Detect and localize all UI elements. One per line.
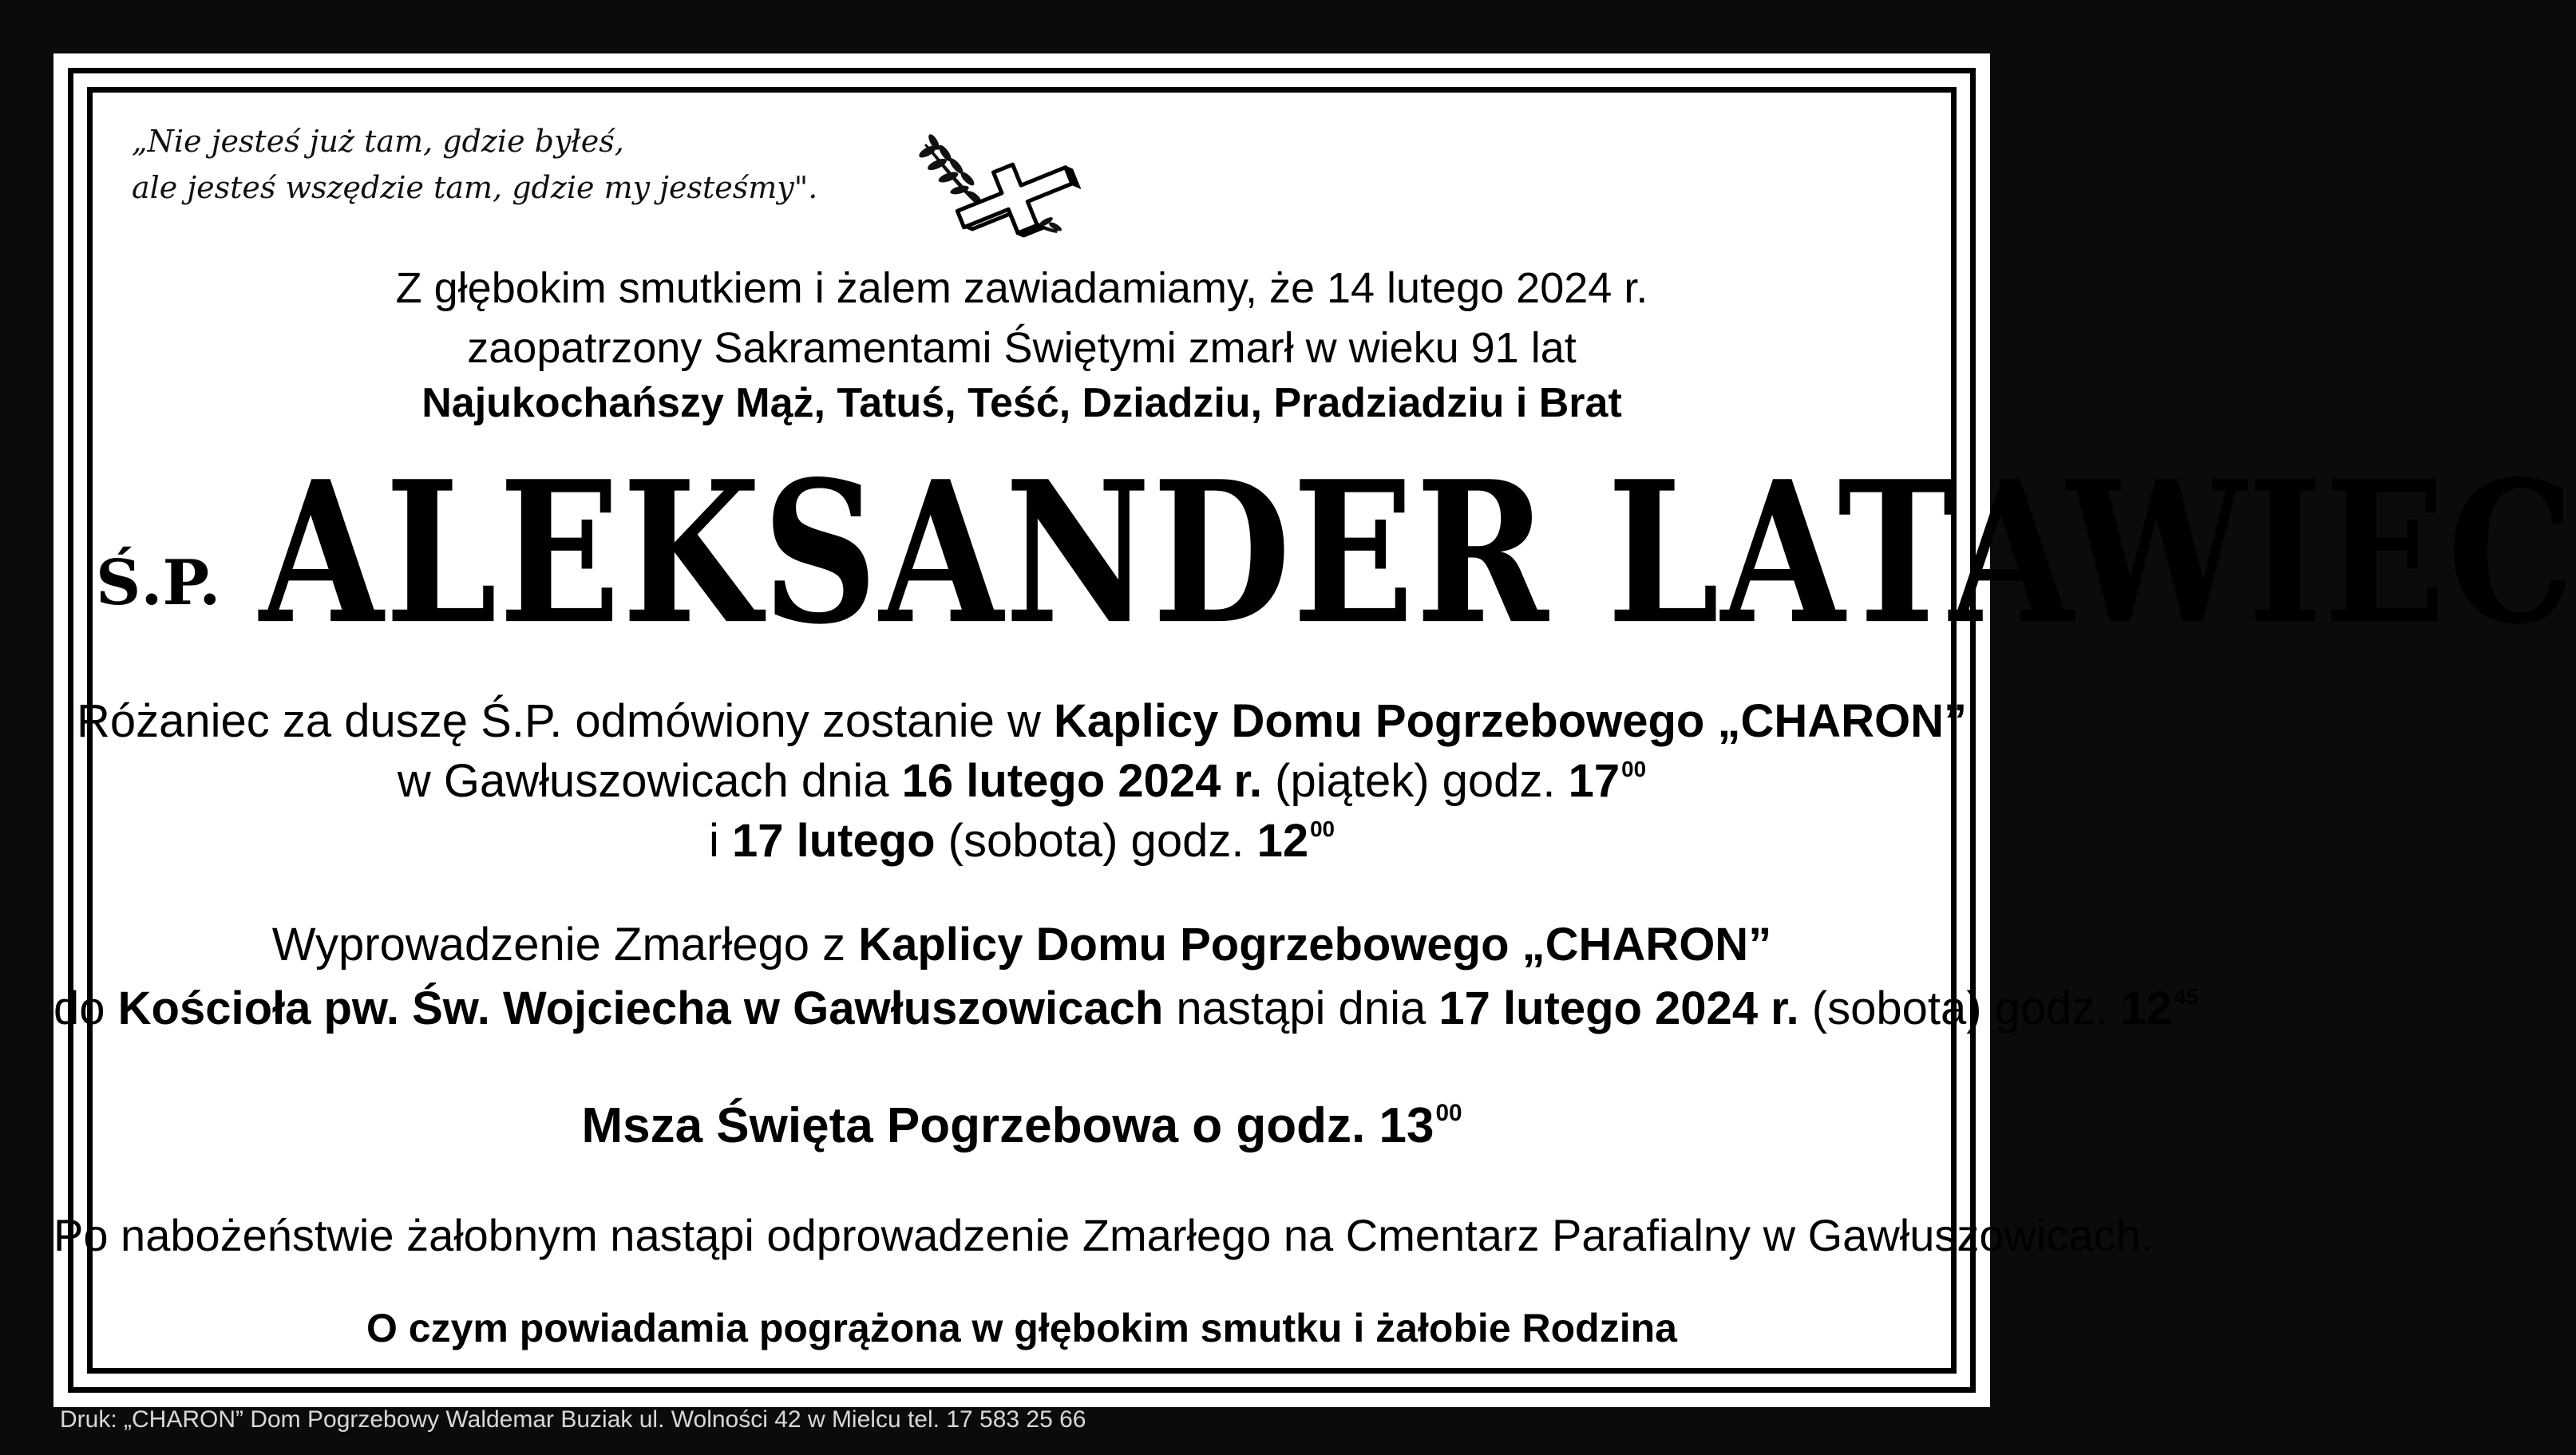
rosary-conj: i xyxy=(708,815,732,867)
procession-text: Wyprowadzenie Zmarłego z xyxy=(271,919,859,971)
rosary-date-1: 16 lutego 2024 r. xyxy=(901,755,1263,807)
rosary-day-1: (piątek) godz. xyxy=(1262,755,1569,807)
rosary-place: w Gawłuszowicach dnia xyxy=(397,755,902,807)
rosary-line-2 xyxy=(53,754,1990,808)
quote xyxy=(132,118,817,211)
rosary-day-2: (sobota) godz. xyxy=(935,815,1257,867)
rosary-hour-1: 17 xyxy=(1568,755,1620,807)
mass-line xyxy=(53,1097,1990,1154)
procession-date: 17 lutego 2024 r. xyxy=(1438,983,1799,1034)
procession-minutes: 45 xyxy=(2174,983,2199,1009)
name-prefix: Ś.P. xyxy=(96,547,221,619)
quote-line-1: „Nie jesteś już tam, gdzie byłeś, xyxy=(132,124,624,159)
mass-minutes: 00 xyxy=(1435,1100,1462,1127)
rosary-text: Różaniec za duszę Ś.P. odmówiony zostanie w xyxy=(76,695,1055,747)
deceased-name: ALEKSANDER LATAWIEC xyxy=(259,439,2576,668)
mass-text: Msza Święta Pogrzebowa o godz. xyxy=(581,1098,1379,1153)
rosary-date-2: 17 lutego xyxy=(731,815,936,867)
procession-hour: 12 xyxy=(2120,983,2173,1034)
rosary-minutes-2: 00 xyxy=(1310,816,1335,841)
printer-footer: Druk: „CHARON” Dom Pogrzebowy Waldemar Buziak ul. Wolności 42 w Mielcu tel. 17 583 25 66 xyxy=(60,1406,1086,1433)
procession-line-2 xyxy=(53,982,2199,1035)
intro-line-1: Z głębokim smutkiem i żalem zawiadamiamy, że 14 lutego 2024 r. xyxy=(395,264,1648,312)
procession-church: Kościoła pw. Św. Wojciecha w Gawłuszowicach xyxy=(117,983,1164,1034)
rosary-hour-2: 12 xyxy=(1256,815,1309,867)
family-signature: O czym powiadamia pogrążona w głębokim smutku i żałobie Rodzina xyxy=(366,1306,1677,1350)
rosary-minutes-1: 00 xyxy=(1621,756,1647,781)
cross-with-palm-branch-icon xyxy=(910,128,1094,239)
burial-line: Po nabożeństwie żałobnym nastąpi odprowadzenie Zmarłego na Cmentarz Parafialny w Gawłuszowicach. xyxy=(53,1210,2154,1260)
rosary-line-1 xyxy=(53,694,1990,748)
procession-to: do xyxy=(53,983,118,1034)
rosary-line-3 xyxy=(53,814,1990,868)
deceased-name-row xyxy=(96,439,2576,668)
mass-hour: 13 xyxy=(1379,1098,1434,1153)
procession-chapel: Kaplicy Domu Pogrzebowego „CHARON” xyxy=(858,919,1772,971)
procession-line-1 xyxy=(53,918,1990,971)
intro-line-2: zaopatrzony Sakramentami Świętymi zmarł w wieku 91 lat xyxy=(467,324,1577,372)
intro-line-3: Najukochańszy Mąż, Tatuś, Teść, Dziadziu, Pradziadziu i Brat xyxy=(421,380,1622,426)
rosary-chapel: Kaplicy Domu Pogrzebowego „CHARON” xyxy=(1054,695,1968,747)
quote-line-2: ale jesteś wszędzie tam, gdzie my jesteśmy". xyxy=(132,170,818,205)
procession-when: nastąpi dnia xyxy=(1163,983,1439,1034)
procession-day: (sobota) godz. xyxy=(1798,983,2121,1034)
